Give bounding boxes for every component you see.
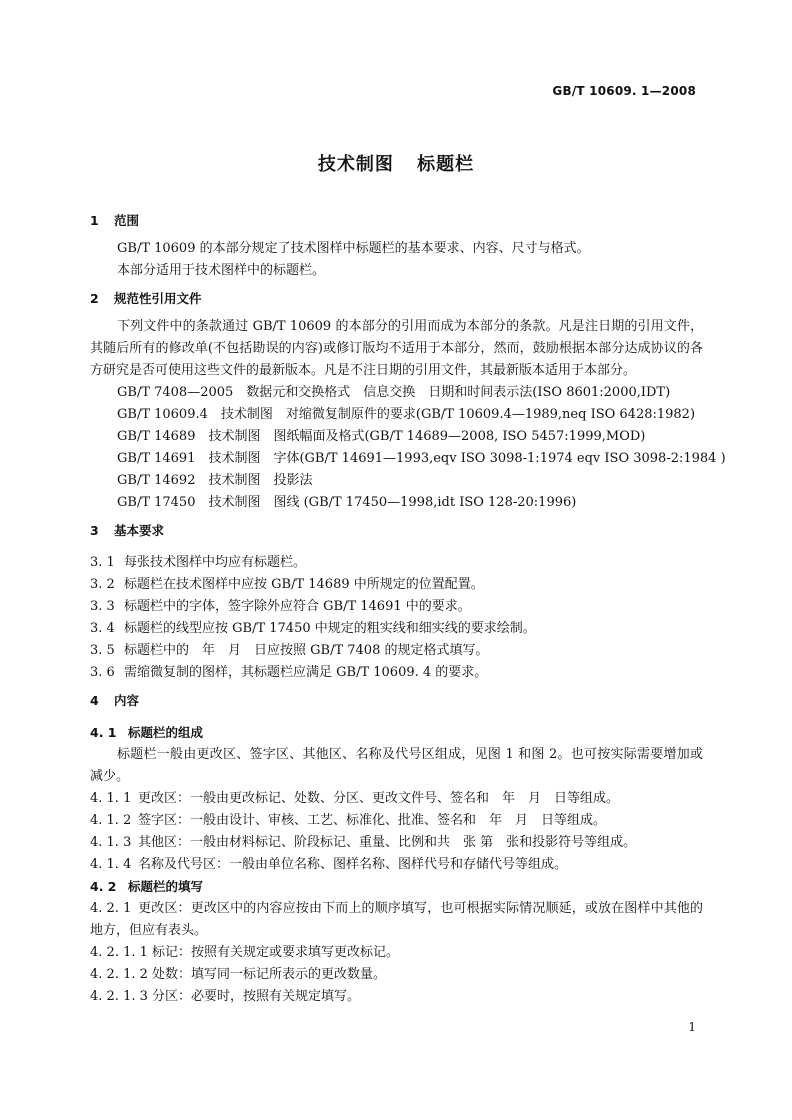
reference-item: GB/T 17450 技术制图 图线 (GB/T 17450—1998,idt ISO 128-20:1996) (117, 495, 577, 510)
clause-item (90, 574, 703, 596)
clause-number: 4. 2. 1. 3 (90, 989, 148, 1004)
clause-text: 标记：按照有关规定或要求填写更改标记。 (152, 945, 400, 960)
section-title: 规范性引用文件 (114, 291, 202, 306)
clause-item (90, 810, 703, 832)
reference-item: GB/T 7408—2005 数据元和交换格式 信息交换 日期和时间表示法(ISO 8601:2000,IDT) (117, 385, 671, 400)
subsection-number: 4. 2 (90, 879, 117, 894)
reference-item: GB/T 10609.4 技术制图 对缩微复制原件的要求(GB/T 10609.4—1989,neq ISO 6428:1982) (117, 407, 696, 422)
clause-text: 标题栏中的 年 月 日应按照 GB/T 7408 的规定格式填写。 (124, 643, 489, 658)
paragraph: GB/T 10609 的本部分规定了技术图样中标题栏的基本要求、内容、尺寸与格式。 (117, 241, 590, 256)
clause-item (90, 618, 703, 640)
clause-text: 标题栏在技术图样中应按 GB/T 14689 中所规定的位置配置。 (124, 577, 484, 592)
section-title: 内容 (114, 693, 140, 708)
section-number: 1 (90, 213, 99, 228)
paragraph: 标题栏一般由更改区、签字区、其他区、名称及代号区组成，见图 1 和图 2。也可按实际需要增加或减少。 (90, 747, 703, 784)
section-1-heading (90, 210, 703, 232)
clause-number: 4. 2. 1 (90, 901, 132, 916)
subsection-4-1-heading (90, 722, 703, 744)
clause-text: 需缩微复制的图样，其标题栏应满足 GB/T 10609. 4 的要求。 (124, 665, 488, 680)
clause-text: 更改区：一般由更改标记、处数、分区、更改文件号、签名和 年 月 日等组成。 (138, 791, 620, 806)
paragraph: 本部分适用于技术图样中的标题栏。 (117, 263, 326, 278)
clause-text: 每张技术图样中均应有标题栏。 (124, 555, 307, 570)
subsection-title: 标题栏的组成 (128, 725, 204, 740)
section-title: 基本要求 (114, 523, 165, 538)
clause-number: 4. 2. 1. 1 (90, 945, 148, 960)
document-title (0, 150, 792, 176)
clause-item (90, 986, 703, 1008)
clause-item (90, 854, 703, 876)
clause-item (90, 964, 703, 986)
subsection-title: 标题栏的填写 (128, 879, 204, 894)
reference-item: GB/T 14691 技术制图 字体(GB/T 14691—1993,eqv ISO 3098-1:1974 eqv ISO 3098-2:1984 ) (117, 451, 726, 466)
standard-number: GB/T 10609. 1—2008 (552, 84, 696, 98)
reference-item: GB/T 14692 技术制图 投影法 (117, 473, 313, 488)
clause-text: 更改区：更改区中的内容应按由下而上的顺序填写，也可根据实际情况顺延，或放在图样中其他的地方，但应有表头。 (90, 901, 703, 938)
clause-paragraph (90, 898, 703, 942)
clause-item (90, 832, 703, 854)
section-2-heading (90, 288, 703, 310)
clause-text: 处数：填写同一标记所表示的更改数量。 (152, 967, 387, 982)
page-number: 1 (688, 1020, 696, 1034)
clause-number: 3. 2 (90, 577, 115, 592)
section-number: 2 (90, 291, 99, 306)
clause-number: 3. 4 (90, 621, 115, 636)
clause-number: 4. 1. 4 (90, 857, 132, 872)
clause-number: 3. 5 (90, 643, 115, 658)
clause-text: 名称及代号区：一般由单位名称、图样名称、图样代号和存储代号等组成。 (138, 857, 568, 872)
clause-number: 4. 2. 1. 2 (90, 967, 148, 982)
clause-text: 其他区：一般由材料标记、阶段标记、重量、比例和共 张 第 张和投影符号等组成。 (138, 835, 637, 850)
clause-text: 分区：必要时，按照有关规定填写。 (152, 989, 361, 1004)
section-3-heading (90, 520, 703, 542)
section-number: 3 (90, 523, 99, 538)
clause-item (90, 596, 703, 618)
title-part-2: 标题栏 (417, 154, 475, 175)
subsection-4-2-heading (90, 876, 703, 898)
section-4-heading (90, 690, 703, 712)
document-body (90, 210, 726, 1008)
section-title: 范围 (114, 213, 140, 228)
clause-text: 标题栏中的字体，签字除外应符合 GB/T 14691 中的要求。 (124, 599, 471, 614)
clause-number: 3. 3 (90, 599, 115, 614)
subsection-number: 4. 1 (90, 725, 117, 740)
title-part-1: 技术制图 (317, 154, 394, 175)
clause-item (90, 640, 703, 662)
section-number: 4 (90, 693, 99, 708)
clause-number: 4. 1. 1 (90, 791, 132, 806)
clause-number: 3. 1 (90, 555, 115, 570)
paragraph: 下列文件中的条款通过 GB/T 10609 的本部分的引用而成为本部分的条款。凡是注日期的引用文件，其随后所有的修改单(不包括勘误的内容)或修订版均不适用于本部分，然而，鼓励根据本部分达成协议的各方研究是否可使用这些文件的最新版本。凡是不注日期的引用文件，其最新版本适用于本部分。 (90, 319, 703, 378)
clause-text: 签字区：一般由设计、审核、工艺、标准化、批准、签名和 年 月 日等组成。 (138, 813, 607, 828)
clause-item (90, 942, 703, 964)
clause-number: 3. 6 (90, 665, 115, 680)
clause-item (90, 662, 703, 684)
clause-item (90, 788, 703, 810)
clause-item (90, 552, 703, 574)
reference-item: GB/T 14689 技术制图 图纸幅面及格式(GB/T 14689—2008, ISO 5457:1999,MOD) (117, 429, 646, 444)
clause-number: 4. 1. 3 (90, 835, 132, 850)
clause-number: 4. 1. 2 (90, 813, 132, 828)
clause-text: 标题栏的线型应按 GB/T 17450 中规定的粗实线和细实线的要求绘制。 (124, 621, 536, 636)
